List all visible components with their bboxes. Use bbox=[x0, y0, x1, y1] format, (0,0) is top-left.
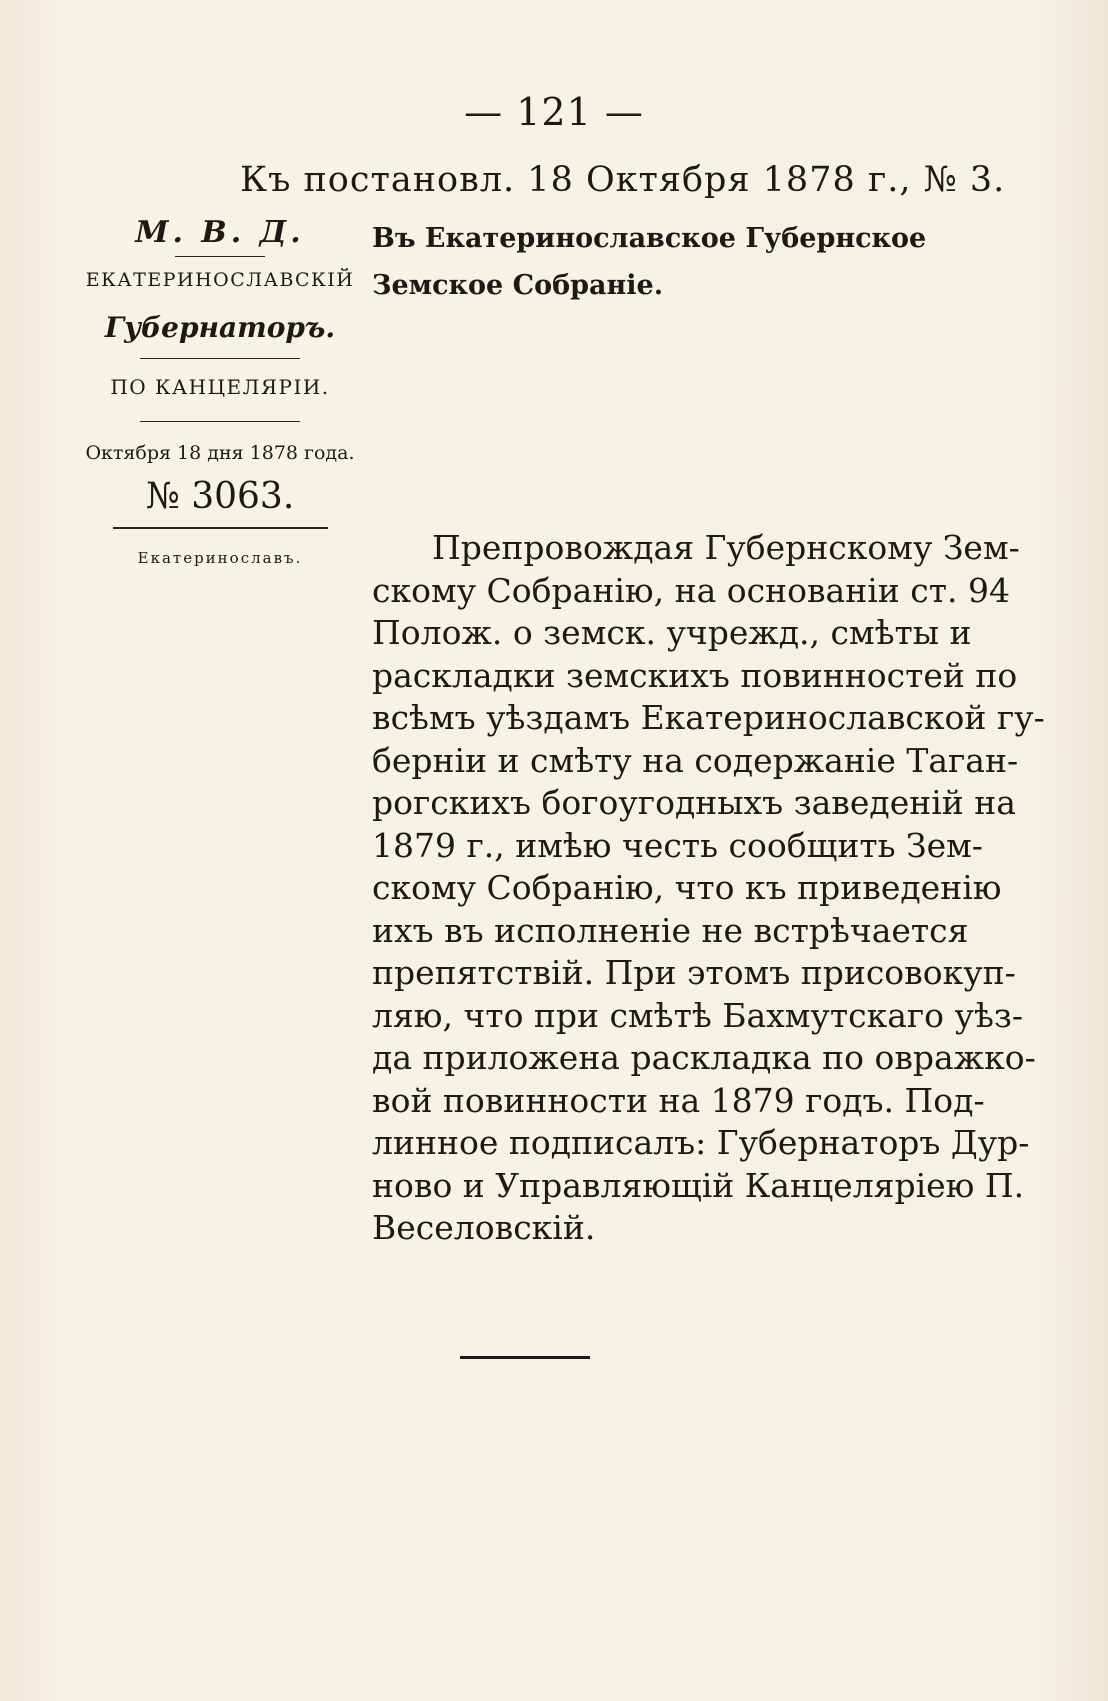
body-line: всѣмъ уѣздамъ Екатеринославской гу- bbox=[372, 698, 1045, 737]
document-date: Октября 18 дня 1878 года. bbox=[85, 442, 355, 464]
document-number: № 3063. bbox=[145, 476, 295, 517]
body-line: препятствій. При этомъ присовокуп- bbox=[372, 953, 1016, 992]
body-line: Препровождая Губернскому Зем- bbox=[432, 528, 1020, 567]
office-title: Губернаторъ. bbox=[104, 311, 336, 344]
body-line: 1879 г., имѣю честь сообщить Зем- bbox=[372, 825, 983, 865]
department-name: ПО КАНЦЕЛЯРІИ. bbox=[110, 375, 330, 399]
letter-body bbox=[372, 527, 1045, 1250]
body-line: да приложена раскладка по овражко- bbox=[372, 1038, 1036, 1077]
place-name: Екатеринославъ. bbox=[137, 549, 303, 567]
body-line: рогскихъ богоугодныхъ заведеній на bbox=[372, 783, 1016, 822]
body-line: вой повинности на 1879 годъ. Под- bbox=[372, 1080, 985, 1120]
divider bbox=[140, 358, 300, 359]
body-line: Веселовскій. bbox=[372, 1208, 596, 1247]
addressee-line: Земское Собраніе. bbox=[372, 270, 664, 301]
ministry-abbreviation: М. В. Д. bbox=[135, 215, 305, 250]
divider bbox=[113, 527, 328, 529]
body-line: ихъ въ исполненіе не встрѣчается bbox=[372, 910, 969, 950]
province-name: ЕКАТЕРИНОСЛАВСКІЙ bbox=[85, 269, 355, 291]
body-line: берніи и смѣту на содержаніе Таган- bbox=[372, 740, 1019, 780]
addressee-block bbox=[372, 215, 952, 309]
body-line: ляю, что при смѣтѣ Бахмутскаго уѣз- bbox=[372, 995, 1023, 1035]
body-line: Полож. о земск. учрежд., смѣты и bbox=[372, 613, 972, 652]
closing-rule bbox=[460, 1356, 590, 1359]
body-line: скому Собранію, на основаніи ст. 94 bbox=[372, 570, 1010, 610]
page-number: — 121 — bbox=[464, 90, 644, 134]
body-line: раскладки земскихъ повинностей по bbox=[372, 655, 1018, 695]
body-line: ново и Управляющій Канцеляріею П. bbox=[372, 1165, 1025, 1205]
addressee-line: Въ Екатеринославское Губернское bbox=[372, 223, 927, 254]
divider bbox=[140, 421, 300, 422]
divider bbox=[175, 256, 265, 257]
body-line: линное подписалъ: Губернаторъ Дур- bbox=[372, 1123, 1030, 1162]
resolution-reference: Къ постановл. 18 Октября 1878 г., № 3. bbox=[240, 160, 1006, 200]
sender-block bbox=[60, 215, 380, 567]
body-line: скому Собранію, что къ приведенію bbox=[372, 868, 1002, 907]
